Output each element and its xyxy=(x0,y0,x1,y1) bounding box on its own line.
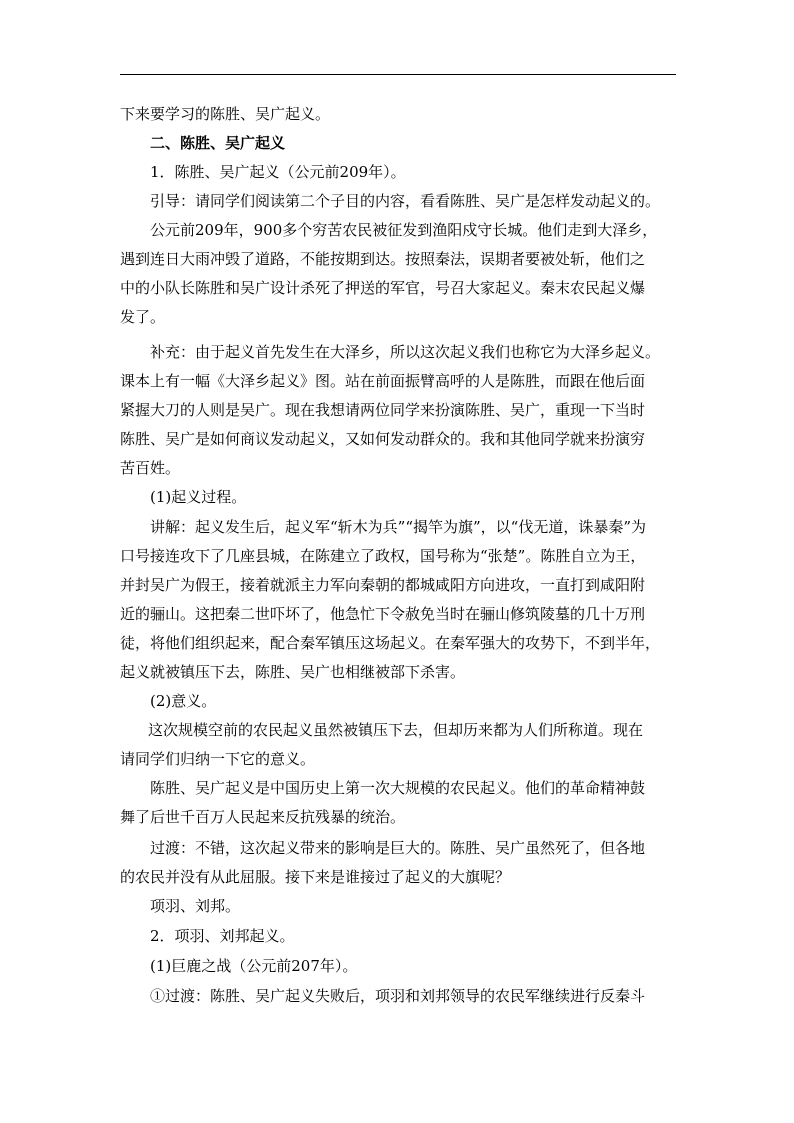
paragraph-line: 紧握大刀的人则是吴广。现在我想请两位同学来扮演陈胜、吴广，重现一下当时 xyxy=(120,401,646,419)
paragraph-line: 引导：请同学们阅读第二个子目的内容，看看陈胜、吴广是怎样发动起义的。 xyxy=(150,192,661,210)
subsection-heading: 2．项羽、刘邦起义。 xyxy=(150,927,295,945)
subsection-heading: (1)起义过程。 xyxy=(150,488,247,506)
paragraph-line: 这次规模空前的农民起义虽然被镇压下去，但却历来都为人们所称道。现在 xyxy=(148,721,644,739)
paragraph-line: 中的小队长陈胜和吴广设计杀死了押送的军官，号召大家起义。秦末农民起义爆 xyxy=(120,279,646,297)
paragraph-line: 课本上有一幅《大泽乡起义》图。站在前面振臂高呼的人是陈胜，而跟在他后面 xyxy=(120,372,646,390)
paragraph-line: 下来要学习的陈胜、吴广起义。 xyxy=(120,105,331,123)
paragraph-line: 陈胜、吴广起义是中国历史上第一次大规模的农民起义。他们的革命精神鼓 xyxy=(150,779,646,797)
paragraph-line: 苦百姓。 xyxy=(120,459,181,477)
paragraph-line: 舞了后世千百万人民起来反抗残暴的统治。 xyxy=(120,808,406,826)
paragraph-line: 补充：由于起义首先发生在大泽乡，所以这次起义我们也称它为大泽乡起义。 xyxy=(150,343,661,361)
paragraph-line: 的农民并没有从此屈服。接下来是谁接过了起义的大旗呢？ xyxy=(120,868,511,886)
paragraph-line: 项羽、刘邦。 xyxy=(150,897,241,915)
paragraph-line: 公元前209年，900多个穷苦农民被征发到渔阳戍守长城。他们走到大泽乡， xyxy=(150,221,658,239)
paragraph-line: 遇到连日大雨冲毁了道路，不能按期到达。按照秦法，误期者要被处斩，他们之 xyxy=(120,250,646,268)
paragraph-line: 讲解：起义发生后，起义军“斩木为兵”“揭竿为旗”，以“伐无道，诛暴秦”为 xyxy=(150,518,647,536)
paragraph-line: 徒，将他们组织起来，配合秦军镇压这场起义。在秦军强大的攻势下，不到半年， xyxy=(120,634,661,652)
paragraph-line: 发了。 xyxy=(120,308,166,326)
paragraph-line: ①过渡：陈胜、吴广起义失败后，项羽和刘邦领导的农民军继续进行反秦斗 xyxy=(150,987,646,1005)
section-heading: 二、陈胜、吴广起义 xyxy=(150,134,286,152)
header-rule xyxy=(120,74,676,75)
paragraph-line: 起义就被镇压下去，陈胜、吴广也相继被部下杀害。 xyxy=(120,663,466,681)
paragraph-line: 过渡：不错，这次起义带来的影响是巨大的。陈胜、吴广虽然死了，但各地 xyxy=(150,839,646,857)
paragraph-line: 陈胜、吴广是如何商议发动起义，又如何发动群众的。我和其他同学就来扮演穷 xyxy=(120,430,646,448)
paragraph-line: 近的骊山。这把秦二世吓坏了，他急忙下令赦免当时在骊山修筑陵墓的几十万刑 xyxy=(120,605,646,623)
subsection-heading: (1)巨鹿之战（公元前207年）。 xyxy=(150,957,358,975)
paragraph-line: 并封吴广为假王，接着就派主力军向秦朝的都城咸阳方向进攻，一直打到咸阳附 xyxy=(120,576,646,594)
paragraph-line: 请同学们归纳一下它的意义。 xyxy=(120,750,316,768)
subsection-heading: 1．陈胜、吴广起义（公元前209年）。 xyxy=(150,163,406,181)
subsection-heading: (2)意义。 xyxy=(150,692,217,710)
paragraph-line: 口号接连攻下了几座县城，在陈建立了政权，国号称为“张楚”。陈胜自立为王， xyxy=(120,547,646,565)
